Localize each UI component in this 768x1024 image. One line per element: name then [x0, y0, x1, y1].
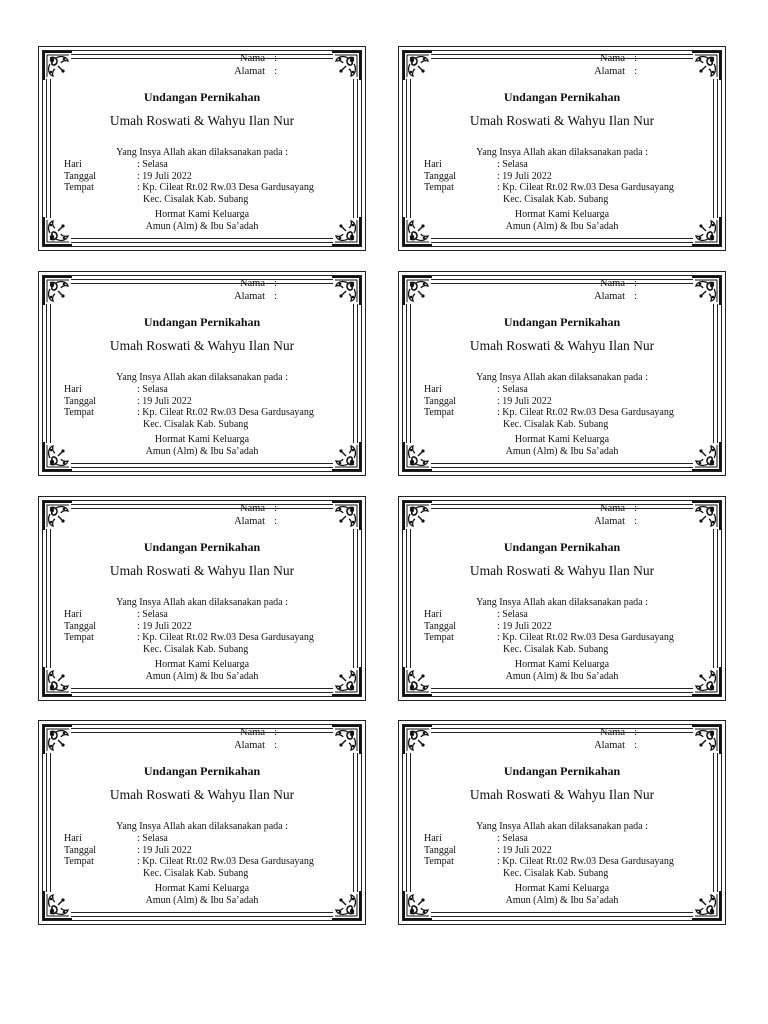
detail-row-day: [64, 384, 314, 396]
detail-row-day: [424, 159, 674, 171]
closing-line-2: Amun (Alm) & Ibu Sa’adah: [145, 671, 259, 682]
recipient-name-colon: :: [274, 727, 277, 738]
recipient-name-row: [585, 727, 637, 740]
recipient-name-label: Nama: [599, 503, 625, 514]
recipient-address-row: [585, 66, 637, 79]
closing-line-2: Amun (Alm) & Ibu Sa’adah: [145, 895, 259, 906]
detail-row-day: [64, 609, 314, 621]
border-rail-top: [71, 728, 333, 733]
closing-line-2: Amun (Alm) & Ibu Sa’adah: [505, 671, 619, 682]
place-value: : Kp. Cileat Rt.02 Rw.03 Desa Gardusayang: [137, 632, 314, 643]
border-rail-top: [431, 279, 693, 284]
place-label: Tempat: [424, 407, 454, 418]
detail-row-date: [424, 171, 674, 183]
couple-names: Umah Roswati & Wahyu Ilan Nur: [109, 338, 295, 353]
date-label: Tanggal: [424, 170, 457, 182]
place-value-continued: Kec. Cisalak Kab. Subang: [143, 418, 249, 430]
place-label: Tempat: [64, 407, 94, 418]
recipient-name-colon: :: [274, 53, 277, 64]
detail-row-place: [424, 632, 674, 644]
date-value: : 19 Juli 2022: [497, 844, 552, 856]
date-label: Tanggal: [424, 395, 457, 407]
date-label: Tanggal: [64, 620, 97, 632]
ornament-corner-icon: [43, 51, 73, 81]
ornament-corner-icon: [331, 276, 361, 306]
date-label: Tanggal: [64, 170, 97, 182]
couple-names: Umah Roswati & Wahyu Ilan Nur: [469, 113, 655, 128]
recipient-name-row: [225, 53, 277, 66]
border-rail-top: [431, 54, 693, 59]
recipient-name-label: Nama: [599, 53, 625, 64]
event-details: [424, 384, 674, 430]
detail-row-date: [424, 396, 674, 408]
border-rail-bottom: [71, 463, 333, 468]
couple-names: Umah Roswati & Wahyu Ilan Nur: [469, 338, 655, 353]
day-label: Hari: [424, 159, 442, 170]
recipient-name-row: [585, 278, 637, 291]
date-value: : 19 Juli 2022: [137, 170, 192, 182]
invitation-card: [398, 46, 726, 251]
event-intro: Yang Insya Allah akan dilaksanakan pada :: [476, 147, 648, 158]
date-value: : 19 Juli 2022: [137, 620, 192, 632]
closing-line-2: Amun (Alm) & Ibu Sa’adah: [505, 221, 619, 232]
recipient-address-row: [225, 66, 277, 79]
recipient-address-label: Alamat: [594, 65, 625, 77]
place-label: Tempat: [64, 182, 94, 193]
recipient-name-label: Nama: [239, 53, 265, 64]
recipient-block: [585, 53, 637, 78]
closing-block: [39, 434, 365, 458]
day-label: Hari: [424, 384, 442, 395]
border-rail-bottom: [431, 912, 693, 917]
recipient-name-row: [585, 503, 637, 516]
couple-names: Umah Roswati & Wahyu Ilan Nur: [109, 113, 295, 128]
place-label: Tempat: [64, 856, 94, 867]
day-value: : Selasa: [497, 159, 528, 170]
border-rail-top: [431, 504, 693, 509]
place-value-continued: Kec. Cisalak Kab. Subang: [143, 193, 249, 205]
invitation-card: [398, 720, 726, 925]
border-rail-top: [71, 504, 333, 509]
detail-row-date: [64, 845, 314, 857]
detail-row-day: [64, 833, 314, 845]
place-value-continued: Kec. Cisalak Kab. Subang: [503, 193, 609, 205]
place-value-continued: Kec. Cisalak Kab. Subang: [503, 418, 609, 430]
recipient-address-row: [585, 291, 637, 304]
border-rail-top: [71, 54, 333, 59]
ornament-corner-icon: [403, 276, 433, 306]
recipient-name-colon: :: [634, 53, 637, 64]
detail-row-day: [424, 609, 674, 621]
date-label: Tanggal: [64, 395, 97, 407]
recipient-address-colon: :: [274, 515, 277, 527]
invitation-title: Undangan Pernikahan: [143, 90, 261, 104]
detail-row-place: [64, 632, 314, 644]
invitation-card: [38, 271, 366, 476]
recipient-address-label: Alamat: [234, 290, 265, 302]
recipient-name-colon: :: [274, 503, 277, 514]
border-rail-bottom: [71, 912, 333, 917]
invitation-card: [398, 271, 726, 476]
recipient-address-row: [225, 291, 277, 304]
recipient-address-row: [585, 516, 637, 529]
ornament-corner-icon: [331, 725, 361, 755]
closing-line-1: Hormat Kami Keluarga: [154, 209, 250, 220]
closing-line-1: Hormat Kami Keluarga: [514, 209, 610, 220]
detail-row-place: [64, 407, 314, 419]
detail-row-place: [64, 856, 314, 868]
recipient-name-colon: :: [274, 278, 277, 289]
date-label: Tanggal: [64, 844, 97, 856]
closing-block: [399, 434, 725, 458]
recipient-name-label: Nama: [599, 727, 625, 738]
place-value: : Kp. Cileat Rt.02 Rw.03 Desa Gardusayang: [137, 182, 314, 193]
date-value: : 19 Juli 2022: [497, 395, 552, 407]
recipient-name-row: [225, 503, 277, 516]
recipient-block: [225, 727, 277, 752]
recipient-name-label: Nama: [239, 727, 265, 738]
place-value: : Kp. Cileat Rt.02 Rw.03 Desa Gardusayang: [497, 182, 674, 193]
closing-line-2: Amun (Alm) & Ibu Sa’adah: [145, 446, 259, 457]
recipient-address-label: Alamat: [594, 290, 625, 302]
ornament-corner-icon: [691, 725, 721, 755]
event-details: [64, 609, 314, 655]
border-rail-bottom: [431, 688, 693, 693]
recipient-address-colon: :: [634, 65, 637, 77]
recipient-address-colon: :: [634, 739, 637, 751]
recipient-name-row: [225, 727, 277, 740]
recipient-address-row: [225, 740, 277, 753]
date-value: : 19 Juli 2022: [137, 844, 192, 856]
recipient-address-label: Alamat: [594, 739, 625, 751]
invitation-title: Undangan Pernikahan: [503, 764, 621, 778]
couple-names: Umah Roswati & Wahyu Ilan Nur: [109, 563, 295, 578]
place-value-continued: Kec. Cisalak Kab. Subang: [143, 867, 249, 879]
place-value: : Kp. Cileat Rt.02 Rw.03 Desa Gardusayang: [497, 856, 674, 867]
recipient-block: [225, 503, 277, 528]
ornament-corner-icon: [691, 276, 721, 306]
border-rail-top: [431, 728, 693, 733]
recipient-address-colon: :: [274, 739, 277, 751]
day-label: Hari: [64, 384, 82, 395]
recipient-address-label: Alamat: [234, 65, 265, 77]
recipient-address-colon: :: [274, 65, 277, 77]
closing-block: [399, 659, 725, 683]
border-rail-bottom: [431, 463, 693, 468]
event-details: [64, 384, 314, 430]
recipient-name-row: [585, 53, 637, 66]
closing-line-1: Hormat Kami Keluarga: [514, 659, 610, 670]
ornament-corner-icon: [403, 501, 433, 531]
recipient-address-colon: :: [274, 290, 277, 302]
recipient-address-row: [225, 516, 277, 529]
date-value: : 19 Juli 2022: [497, 170, 552, 182]
recipient-name-label: Nama: [239, 278, 265, 289]
ornament-corner-icon: [403, 51, 433, 81]
ornament-corner-icon: [43, 501, 73, 531]
invitation-card: [38, 720, 366, 925]
event-intro: Yang Insya Allah akan dilaksanakan pada :: [116, 821, 288, 832]
closing-line-1: Hormat Kami Keluarga: [514, 434, 610, 445]
event-intro: Yang Insya Allah akan dilaksanakan pada :: [116, 372, 288, 383]
recipient-block: [585, 503, 637, 528]
closing-block: [39, 883, 365, 907]
day-value: : Selasa: [497, 384, 528, 395]
recipient-name-row: [225, 278, 277, 291]
place-label: Tempat: [424, 632, 454, 643]
event-details: [424, 159, 674, 205]
recipient-block: [585, 727, 637, 752]
closing-line-1: Hormat Kami Keluarga: [154, 434, 250, 445]
closing-line-2: Amun (Alm) & Ibu Sa’adah: [505, 446, 619, 457]
invitation-title: Undangan Pernikahan: [503, 90, 621, 104]
detail-row-place: [64, 182, 314, 194]
closing-line-1: Hormat Kami Keluarga: [514, 883, 610, 894]
invitation-title: Undangan Pernikahan: [143, 764, 261, 778]
ornament-corner-icon: [331, 51, 361, 81]
event-intro: Yang Insya Allah akan dilaksanakan pada :: [476, 597, 648, 608]
closing-line-2: Amun (Alm) & Ibu Sa’adah: [145, 221, 259, 232]
detail-row-day: [424, 384, 674, 396]
detail-row-date: [64, 621, 314, 633]
day-label: Hari: [64, 159, 82, 170]
recipient-address-colon: :: [634, 515, 637, 527]
detail-row-place: [424, 182, 674, 194]
detail-row-date: [64, 171, 314, 183]
day-value: : Selasa: [137, 609, 168, 620]
date-value: : 19 Juli 2022: [137, 395, 192, 407]
invitation-card: [38, 46, 366, 251]
place-value-continued: Kec. Cisalak Kab. Subang: [503, 867, 609, 879]
detail-row-place: [424, 856, 674, 868]
event-details: [424, 609, 674, 655]
ornament-corner-icon: [691, 501, 721, 531]
ornament-corner-icon: [691, 51, 721, 81]
closing-line-2: Amun (Alm) & Ibu Sa’adah: [505, 895, 619, 906]
detail-row-date: [424, 621, 674, 633]
place-value: : Kp. Cileat Rt.02 Rw.03 Desa Gardusayang: [497, 407, 674, 418]
closing-block: [399, 209, 725, 233]
ornament-corner-icon: [403, 725, 433, 755]
closing-line-1: Hormat Kami Keluarga: [154, 883, 250, 894]
detail-row-day: [64, 159, 314, 171]
detail-row-date: [64, 396, 314, 408]
couple-names: Umah Roswati & Wahyu Ilan Nur: [109, 787, 295, 802]
recipient-address-label: Alamat: [234, 515, 265, 527]
place-value-continued: Kec. Cisalak Kab. Subang: [143, 643, 249, 655]
closing-line-1: Hormat Kami Keluarga: [154, 659, 250, 670]
ornament-corner-icon: [331, 501, 361, 531]
place-value: : Kp. Cileat Rt.02 Rw.03 Desa Gardusayang: [137, 407, 314, 418]
event-intro: Yang Insya Allah akan dilaksanakan pada :: [476, 372, 648, 383]
place-value: : Kp. Cileat Rt.02 Rw.03 Desa Gardusayang: [497, 632, 674, 643]
date-label: Tanggal: [424, 844, 457, 856]
detail-row-day: [424, 833, 674, 845]
place-label: Tempat: [64, 632, 94, 643]
place-value-continued: Kec. Cisalak Kab. Subang: [503, 643, 609, 655]
recipient-address-row: [585, 740, 637, 753]
place-label: Tempat: [424, 182, 454, 193]
day-value: : Selasa: [137, 833, 168, 844]
day-label: Hari: [424, 833, 442, 844]
closing-block: [39, 209, 365, 233]
day-value: : Selasa: [497, 833, 528, 844]
border-rail-bottom: [71, 688, 333, 693]
recipient-block: [225, 53, 277, 78]
recipient-name-label: Nama: [599, 278, 625, 289]
event-details: [64, 159, 314, 205]
couple-names: Umah Roswati & Wahyu Ilan Nur: [469, 787, 655, 802]
invitation-card: [398, 496, 726, 701]
detail-row-date: [424, 845, 674, 857]
invitation-card: [38, 496, 366, 701]
recipient-address-label: Alamat: [234, 739, 265, 751]
event-details: [64, 833, 314, 879]
closing-block: [399, 883, 725, 907]
invitation-title: Undangan Pernikahan: [503, 315, 621, 329]
closing-block: [39, 659, 365, 683]
recipient-name-colon: :: [634, 727, 637, 738]
event-details: [424, 833, 674, 879]
border-rail-top: [71, 279, 333, 284]
event-intro: Yang Insya Allah akan dilaksanakan pada :: [476, 821, 648, 832]
day-label: Hari: [64, 609, 82, 620]
invitation-title: Undangan Pernikahan: [143, 540, 261, 554]
recipient-name-colon: :: [634, 503, 637, 514]
place-label: Tempat: [424, 856, 454, 867]
date-value: : 19 Juli 2022: [497, 620, 552, 632]
event-intro: Yang Insya Allah akan dilaksanakan pada :: [116, 597, 288, 608]
recipient-address-colon: :: [634, 290, 637, 302]
recipient-block: [585, 278, 637, 303]
date-label: Tanggal: [424, 620, 457, 632]
detail-row-place: [424, 407, 674, 419]
border-rail-bottom: [431, 238, 693, 243]
border-rail-bottom: [71, 238, 333, 243]
recipient-name-colon: :: [634, 278, 637, 289]
invitation-title: Undangan Pernikahan: [143, 315, 261, 329]
day-value: : Selasa: [137, 384, 168, 395]
recipient-name-label: Nama: [239, 503, 265, 514]
ornament-corner-icon: [43, 276, 73, 306]
recipient-block: [225, 278, 277, 303]
invitation-title: Undangan Pernikahan: [503, 540, 621, 554]
recipient-address-label: Alamat: [594, 515, 625, 527]
event-intro: Yang Insya Allah akan dilaksanakan pada :: [116, 147, 288, 158]
ornament-corner-icon: [43, 725, 73, 755]
day-label: Hari: [424, 609, 442, 620]
place-value: : Kp. Cileat Rt.02 Rw.03 Desa Gardusayang: [137, 856, 314, 867]
day-value: : Selasa: [497, 609, 528, 620]
day-label: Hari: [64, 833, 82, 844]
couple-names: Umah Roswati & Wahyu Ilan Nur: [469, 563, 655, 578]
day-value: : Selasa: [137, 159, 168, 170]
